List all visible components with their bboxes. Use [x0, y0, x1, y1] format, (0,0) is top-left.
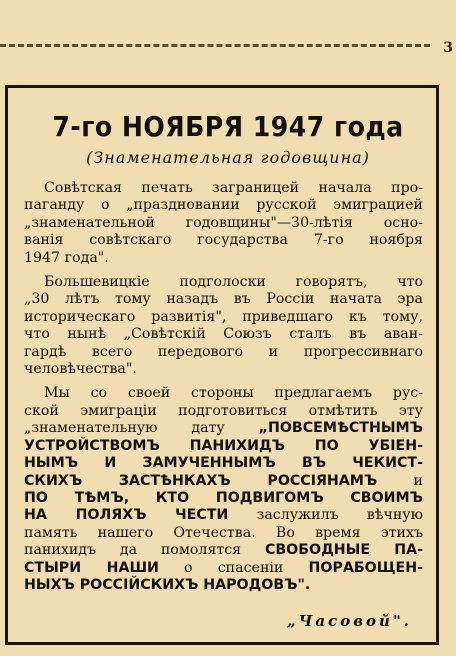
text-run: заслужилъ вѣчную: [228, 507, 423, 524]
text-line: „30 лѣтъ тому назадъ въ Россіи начата эра: [24, 291, 423, 308]
text-run: „знаменательную дату: [24, 420, 259, 437]
emphasis-run: „ПОВСЕМѢСТНЫМЪ: [258, 420, 423, 437]
text-line: УСТРОЙСТВОМЪ ПАНИХИДЪ ПО УБІЕН-: [24, 437, 423, 454]
text-line: Совѣтская печать заграницей начала про-: [44, 180, 423, 196]
text-line: паганду о „праздновании русской эмиграцией: [24, 197, 423, 214]
text-line: что нынѣ „Совѣтскій Союзъ сталъ въ аван-: [24, 326, 423, 343]
signature: „Часовой".: [287, 612, 412, 630]
paragraph-3: [24, 385, 423, 594]
text-line: Мы со своей стороны предлагаемъ рус-: [44, 385, 423, 402]
text-run: этихъ: [380, 524, 423, 541]
text-line: Большевицкіе подголоски говорятъ, что: [44, 274, 423, 291]
text-line: [24, 525, 423, 542]
emphasis-run: СВОБОДНЫЕ ПА-: [264, 542, 423, 559]
emphasis-run: СКИХЪ ЗАСТѢНКАХЪ РОССІЯНАМЪ: [24, 472, 378, 489]
text-line: ПО ТѢМЪ, КТО ПОДВИГОМЪ СВОИМЪ: [24, 489, 423, 506]
emphasis-run: СТЫРИ НАШИ: [24, 559, 159, 576]
text-line: гардѣ всего передового и прогрессивнаго: [24, 343, 423, 360]
page-top-rule: [0, 44, 430, 47]
text-line: [24, 507, 423, 524]
text-line: [24, 560, 423, 577]
text-run: и: [377, 472, 423, 489]
text-run: память нашего Отечества. Во время: [24, 524, 381, 541]
text-line: [24, 420, 423, 437]
text-line: НЫМЪ И ЗАМУЧЕННЫМЪ ВЪ ЧЕКИСТ-: [24, 455, 423, 472]
text-line: историческаго развитія", приведшаго къ тому,: [24, 308, 423, 325]
text-run: панихидъ да помолятся: [24, 542, 265, 559]
text-line: НЫХЪ РОССІЙСКИХЪ НАРОДОВЪ".: [24, 576, 311, 593]
page-number: 3: [443, 40, 453, 56]
text-line: [24, 542, 423, 559]
emphasis-run: ПОРАБОЩЕН-: [308, 559, 423, 576]
text-line: человѣчества".: [24, 361, 137, 378]
text-line: ской эмиграціи подготовиться отмѣтить эту: [24, 402, 423, 419]
text-line: „знаменательной годовщины"—30-лѣтія осно-: [24, 214, 423, 231]
headline: 7-го НОЯБРЯ 1947 года: [52, 110, 404, 143]
text-run: о спасеніи: [158, 559, 309, 576]
subtitle: (Знаменательная годовщина): [86, 148, 370, 167]
text-line: [24, 473, 423, 490]
emphasis-run: НА ПОЛЯХЪ ЧЕСТИ: [24, 507, 229, 524]
paragraph-2: [24, 274, 423, 378]
notice-body: [24, 180, 423, 601]
text-line: 1947 года".: [24, 249, 109, 266]
paragraph-1: [24, 180, 423, 267]
text-line: ванія совѣтскаго государства 7-го ноября: [24, 232, 423, 249]
